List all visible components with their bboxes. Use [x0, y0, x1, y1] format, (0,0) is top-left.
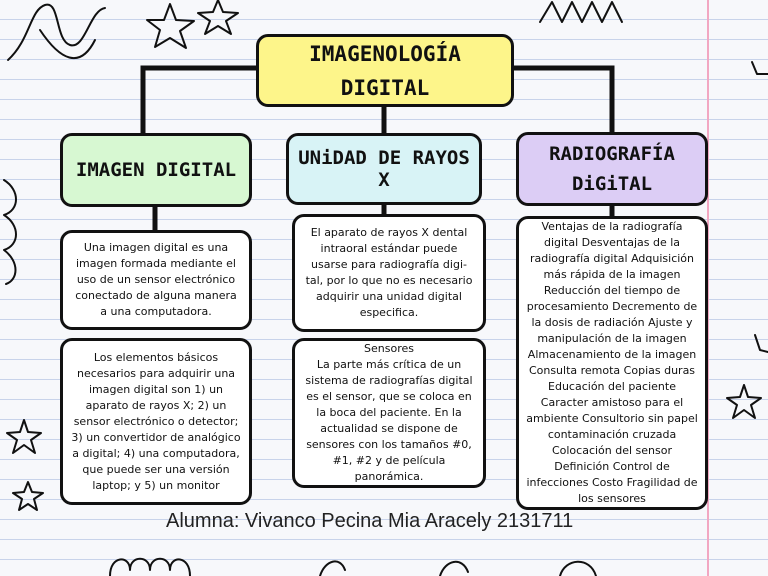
description-text: El aparato de rayos X dental intraoral estándar puede usarse para radiografía digi-tal, por lo que no es necesario adquirir una unidad digital especifica. — [305, 226, 473, 319]
imagen-digital-elements — [60, 338, 252, 505]
sensores-box — [292, 338, 486, 488]
connector-right — [512, 68, 612, 134]
page-title: IMAGENOLOGÍA DIGITAL — [309, 41, 461, 100]
unidad-rayos-x-description — [292, 214, 486, 332]
header-label: UNiDAD DE RAYOS X — [298, 147, 470, 191]
imagen-digital-definition — [60, 230, 252, 330]
student-credit: Alumna: Vivanco Pecina Mia Aracely 2131711 — [166, 510, 574, 532]
title-box — [256, 34, 514, 107]
header-label: IMAGEN DIGITAL — [75, 159, 237, 181]
header-unidad-rayos-x — [286, 133, 482, 205]
header-imagen-digital — [60, 133, 252, 207]
definition-text: Una imagen digital es una imagen formada mediante el uso de un sensor electrónico conectado de alguna manera a una computadora. — [75, 241, 237, 318]
ventajas-desventajas-text: Ventajas de la radiografía digital Desventajas de la radiografía digital Adquisición más rápida de la imagen Reducción del tiempo de procesamiento Decremento de la dosis de radiación Ajuste y manipulación de la imagen Almacenamiento de la imagen Consulta remota Copias duras Educación del paciente Caracter amistoso para el ambiente Consultorio sin papel contaminación cruzada Colocación del sensor Definición Control de infecciones Costo Fragilidad de los sensores — [526, 220, 698, 505]
radiografia-digital-list — [516, 216, 708, 510]
header-radiografia-digital — [516, 132, 708, 206]
connector-left — [143, 68, 256, 135]
sensores-heading: Sensores — [364, 342, 414, 355]
header-label: RADIOGRAFÍA DiGiTAL — [549, 143, 675, 195]
elements-text: Los elementos básicos necesarios para adquirir una imagen digital son 1) un aparato de rayos X; 2) un sensor electrónico o detector; 3) un convertidor de analógico a digital; 4) una computadora, que puede ser una versión laptop; y 5) un monitor — [71, 350, 241, 492]
sensores-text: La parte más crítica de un sistema de radiografías digital es el sensor, que se coloca en la boca del paciente. En la actualidad se dispone de sensores con los tamaños #0, #1, #2 y de película panorámica. — [305, 358, 473, 483]
